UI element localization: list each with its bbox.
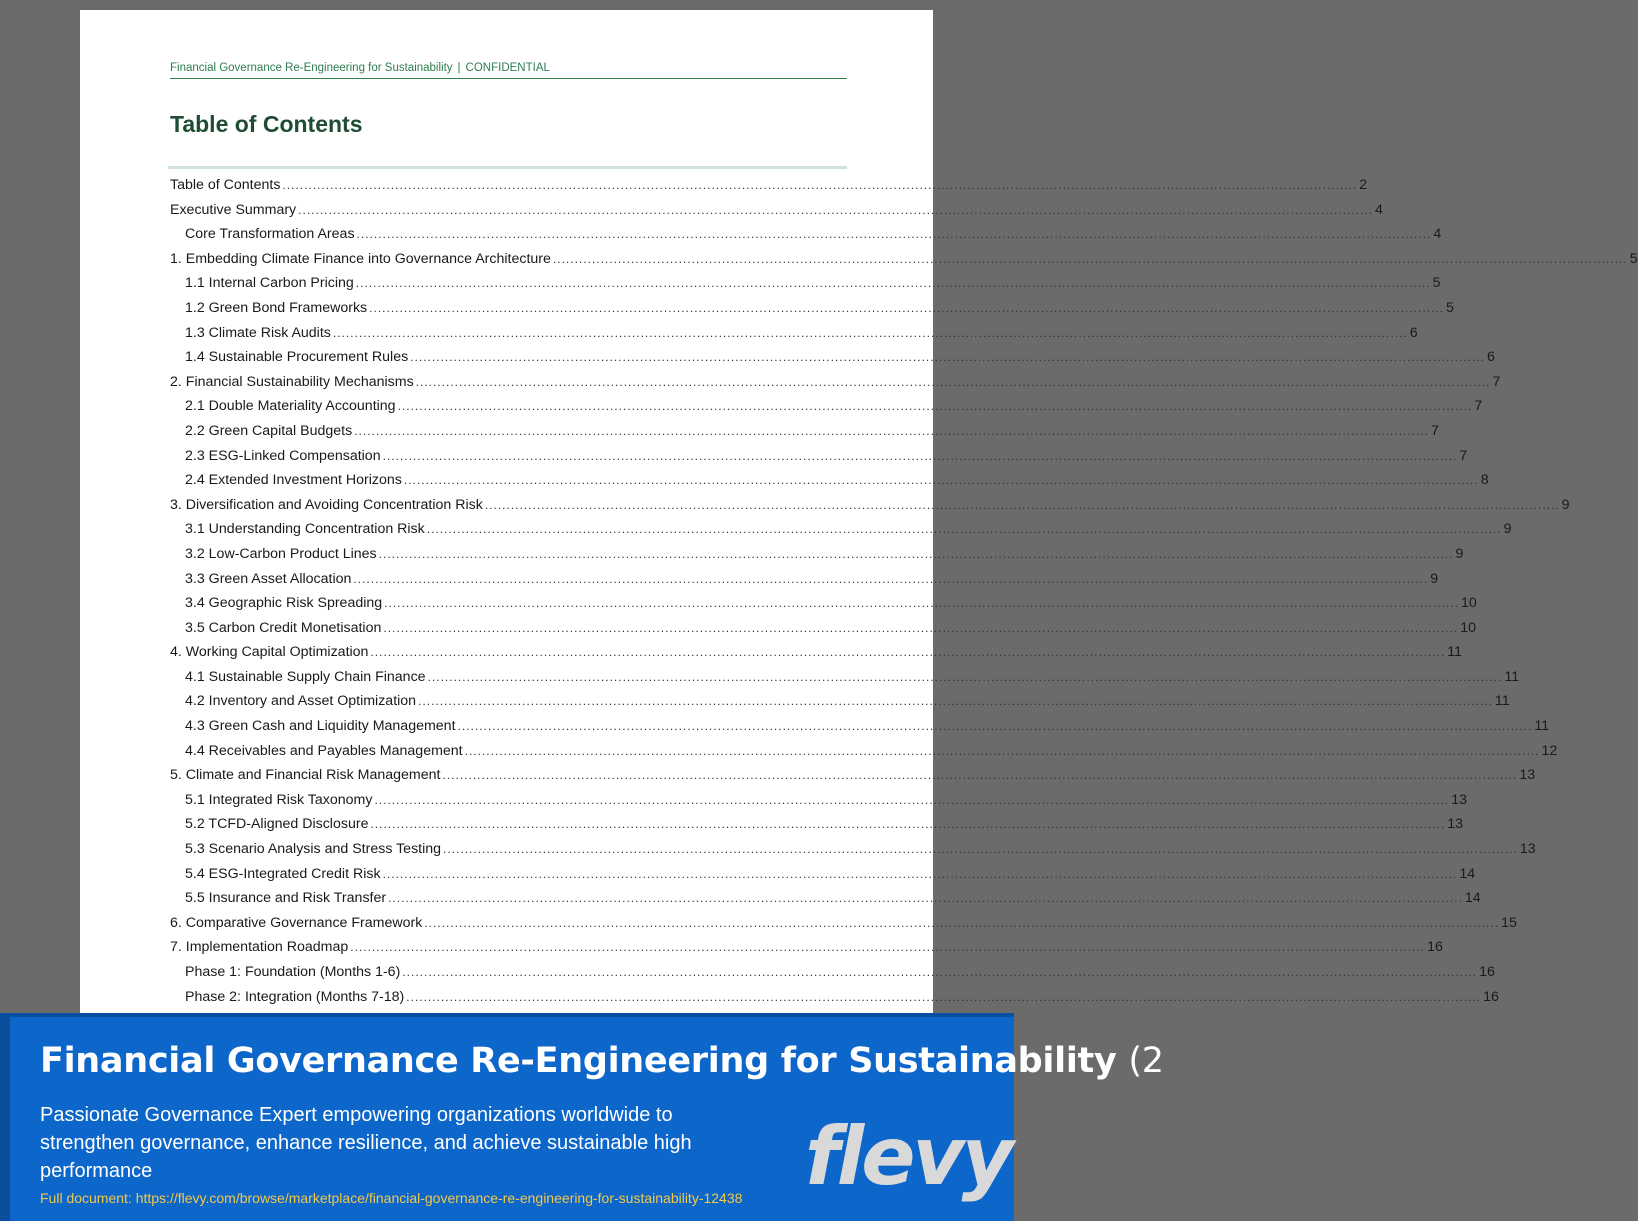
toc-entry[interactable] <box>170 985 1499 1010</box>
toc-entry-page: 10 <box>1461 595 1477 612</box>
toc-dot-leader <box>370 812 1445 837</box>
toc-entry-label: 2.1 Double Materiality Accounting <box>185 398 396 415</box>
running-header-classification: CONFIDENTIAL <box>465 62 550 74</box>
toc-entry[interactable] <box>170 173 1368 198</box>
toc-dot-leader <box>298 198 1373 223</box>
toc-entry-label: Executive Summary <box>170 201 297 218</box>
toc-dot-leader <box>374 788 1449 813</box>
toc-entry[interactable] <box>170 837 1536 862</box>
toc-entry-label: 4.2 Inventory and Asset Optimization <box>185 693 417 710</box>
toc-entry[interactable] <box>170 321 1418 346</box>
toc-entry-label: Phase 1: Foundation (Months 1-6) <box>185 964 401 980</box>
toc-entry-page: 9 <box>1455 545 1464 562</box>
toc-entry-label: 3.4 Geographic Risk Spreading <box>185 595 383 612</box>
toc-dot-leader <box>416 370 1491 395</box>
toc-entry[interactable] <box>170 788 1468 813</box>
toc-entry-page: 11 <box>1494 693 1510 710</box>
flevy-logo[interactable]: flevy <box>805 1110 1011 1203</box>
toc-entry-label: 3.2 Low-Carbon Product Lines <box>185 545 377 562</box>
toc-entry[interactable] <box>170 493 1570 518</box>
toc-entry-label: 3.3 Green Asset Allocation <box>185 570 352 587</box>
toc-entry[interactable] <box>170 394 1483 419</box>
toc-entry-label: 1.4 Sustainable Procurement Rules <box>185 349 409 366</box>
toc-entry-label: 1.3 Climate Risk Audits <box>185 324 331 341</box>
toc-entry[interactable] <box>170 763 1536 788</box>
toc-entry-label: 4.3 Green Cash and Liquidity Management <box>185 718 456 735</box>
toc-dot-leader <box>398 394 1473 419</box>
toc-entry-page: 5 <box>1445 299 1454 316</box>
toc-dot-leader <box>404 468 1479 493</box>
toc-entry[interactable] <box>170 812 1464 837</box>
toc-dot-leader <box>418 689 1493 714</box>
toc-dot-leader <box>383 444 1458 469</box>
toc-entry-label: 2.4 Extended Investment Horizons <box>185 472 402 489</box>
running-header-separator: | <box>457 62 461 74</box>
banner-edge <box>0 1017 10 1221</box>
toc-entry-label: 3. Diversification and Avoiding Concentration Risk <box>170 496 483 513</box>
toc-entry-page: 7 <box>1492 373 1501 390</box>
toc-list <box>170 173 1638 1009</box>
toc-entry-label: 2.2 Green Capital Budgets <box>185 422 353 439</box>
toc-entry-page: 12 <box>1541 742 1558 759</box>
toc-entry-page: 2 <box>1359 177 1368 193</box>
toc-entry-page: 11 <box>1534 718 1550 735</box>
toc-dot-leader <box>428 665 1503 690</box>
toc-entry-page: 13 <box>1519 767 1536 784</box>
toc-entry-page: 5 <box>1432 275 1441 292</box>
toc-entry-label: 5.1 Integrated Risk Taxonomy <box>185 791 373 808</box>
toc-entry-label: 3.1 Understanding Concentration Risk <box>185 521 425 538</box>
toc-entry-label: 2. Financial Sustainability Mechanisms <box>170 373 414 390</box>
toc-entry-page: 7 <box>1431 422 1439 439</box>
toc-entry-page: 13 <box>1519 841 1536 858</box>
toc-entry-page: 8 <box>1480 472 1489 489</box>
toc-entry-page: 6 <box>1487 349 1495 366</box>
toc-entry-page: 13 <box>1447 816 1464 833</box>
toc-entry-page: 10 <box>1460 619 1476 636</box>
toc-dot-leader <box>357 222 1432 247</box>
toc-dot-leader <box>282 173 1357 198</box>
banner-title-suffix: (2 <box>1128 1041 1164 1081</box>
banner-description: Passionate Governance Expert empowering organizations worldwide to strengthen governance, enhance resilience, and achieve sustainable high performance <box>40 1104 692 1182</box>
toc-entry[interactable] <box>170 616 1476 641</box>
banner-title <box>40 1041 1164 1081</box>
toc-entry[interactable] <box>170 222 1442 247</box>
toc-entry[interactable] <box>170 689 1510 714</box>
toc-entry[interactable] <box>170 296 1454 321</box>
toc-entry-label: 1.2 Green Bond Frameworks <box>185 299 368 316</box>
toc-entry-page: 9 <box>1503 521 1512 538</box>
toc-entry-label: 2.3 ESG-Linked Compensation <box>185 447 381 464</box>
toc-entry-label: 7. Implementation Roadmap <box>170 939 349 956</box>
toc-dot-leader <box>458 714 1533 739</box>
toc-dot-leader <box>465 739 1540 764</box>
toc-dot-leader <box>383 862 1458 887</box>
toc-entry-page: 7 <box>1459 447 1468 464</box>
toc-entry-label: 3.5 Carbon Credit Monetisation <box>185 619 382 636</box>
toc-title: Table of Contents <box>170 111 363 137</box>
toc-entry-page: 13 <box>1451 791 1468 808</box>
toc-entry-label: 5. Climate and Financial Risk Management <box>170 767 441 784</box>
toc-dot-leader <box>369 296 1444 321</box>
toc-dot-leader <box>553 247 1628 272</box>
toc-dot-leader <box>406 985 1481 1010</box>
toc-entry-label: 4. Working Capital Optimization <box>170 644 369 661</box>
toc-entry[interactable] <box>170 271 1441 296</box>
toc-dot-leader <box>383 616 1458 641</box>
toc-dot-leader <box>350 935 1425 960</box>
toc-entry-page: 14 <box>1459 865 1476 882</box>
toc-entry-label: Phase 2: Integration (Months 7-18) <box>185 988 405 1005</box>
toc-entry[interactable] <box>170 247 1638 272</box>
toc-entry[interactable] <box>170 567 1439 592</box>
document-page <box>80 10 1638 1013</box>
running-header-title: Financial Governance Re-Engineering for Sustainability <box>170 62 453 74</box>
toc-entry-label: 5.5 Insurance and Risk Transfer <box>185 890 387 907</box>
toc-entry-label: Core Transformation Areas <box>185 226 355 243</box>
toc-entry-page: 5 <box>1629 250 1638 267</box>
running-header <box>170 62 847 79</box>
toc-entry-label: 4.4 Receivables and Payables Management <box>185 742 463 759</box>
toc-dot-leader <box>356 271 1431 296</box>
toc-entry-page: 6 <box>1409 324 1418 341</box>
toc-dot-leader <box>410 345 1485 370</box>
toc-dot-leader <box>353 567 1428 592</box>
toc-entry[interactable] <box>170 886 1481 911</box>
toc-entry-page: 4 <box>1374 201 1383 218</box>
toc-entry-page: 16 <box>1479 964 1495 980</box>
toc-entry[interactable] <box>170 591 1477 616</box>
toc-entry[interactable] <box>170 468 1489 493</box>
promo-banner <box>0 1013 1164 1221</box>
toc-entry-label: 5.3 Scenario Analysis and Stress Testing <box>185 841 442 858</box>
banner-title-text: Financial Governance Re-Engineering for Sustainability <box>40 1041 1117 1081</box>
toc-entry-label: Table of Contents <box>170 177 281 193</box>
toc-entry[interactable] <box>170 935 1443 960</box>
toc-entry[interactable] <box>170 419 1439 444</box>
toc-entry-page: 9 <box>1430 570 1439 587</box>
toc-dot-leader <box>354 419 1429 444</box>
toc-entry[interactable] <box>170 911 1517 936</box>
toc-entry[interactable] <box>170 739 1558 764</box>
toc-dot-leader <box>485 493 1560 518</box>
toc-entry[interactable] <box>170 714 1550 739</box>
toc-entry[interactable] <box>170 198 1383 223</box>
toc-dot-leader <box>424 911 1499 936</box>
toc-entry[interactable] <box>170 542 1464 567</box>
toc-entry[interactable] <box>170 370 1501 395</box>
toc-entry-page: 11 <box>1504 668 1520 685</box>
toc-entry-label: 1. Embedding Climate Finance into Governance Architecture <box>170 250 551 267</box>
toc-entry-page: 11 <box>1447 644 1463 661</box>
toc-entry[interactable] <box>170 862 1476 887</box>
toc-dot-leader <box>427 517 1502 542</box>
toc-entry[interactable] <box>170 345 1495 370</box>
toc-dot-leader <box>384 591 1459 616</box>
toc-dot-leader <box>370 640 1445 665</box>
toc-entry-page: 16 <box>1483 988 1499 1005</box>
toc-dot-leader <box>333 321 1408 346</box>
toc-entry-label: 1.1 Internal Carbon Pricing <box>185 275 354 292</box>
toc-divider <box>168 166 847 169</box>
toc-entry[interactable] <box>170 444 1468 469</box>
toc-entry-label: 5.4 ESG-Integrated Credit Risk <box>185 865 381 882</box>
toc-entry-page: 4 <box>1433 226 1442 243</box>
toc-entry-page: 15 <box>1501 914 1517 931</box>
toc-entry[interactable] <box>170 640 1463 665</box>
toc-entry-page: 9 <box>1561 496 1570 513</box>
toc-dot-leader <box>402 960 1477 985</box>
toc-entry-page: 14 <box>1464 890 1481 907</box>
toc-dot-leader <box>379 542 1454 567</box>
toc-dot-leader <box>442 763 1517 788</box>
toc-entry-label: 5.2 TCFD-Aligned Disclosure <box>185 816 369 833</box>
full-document-link[interactable]: Full document: https://flevy.com/browse/marketplace/financial-governance-re-engineering-for-sustainability-12438 <box>40 1190 743 1206</box>
toc-entry-page: 16 <box>1427 939 1443 956</box>
toc-entry[interactable] <box>170 960 1495 985</box>
toc-entry-label: 4.1 Sustainable Supply Chain Finance <box>185 668 426 685</box>
toc-dot-leader <box>388 886 1463 911</box>
toc-entry[interactable] <box>170 517 1512 542</box>
toc-entry[interactable] <box>170 665 1520 690</box>
toc-dot-leader <box>443 837 1518 862</box>
toc-entry-label: 6. Comparative Governance Framework <box>170 914 423 931</box>
toc-entry-page: 7 <box>1474 398 1483 415</box>
